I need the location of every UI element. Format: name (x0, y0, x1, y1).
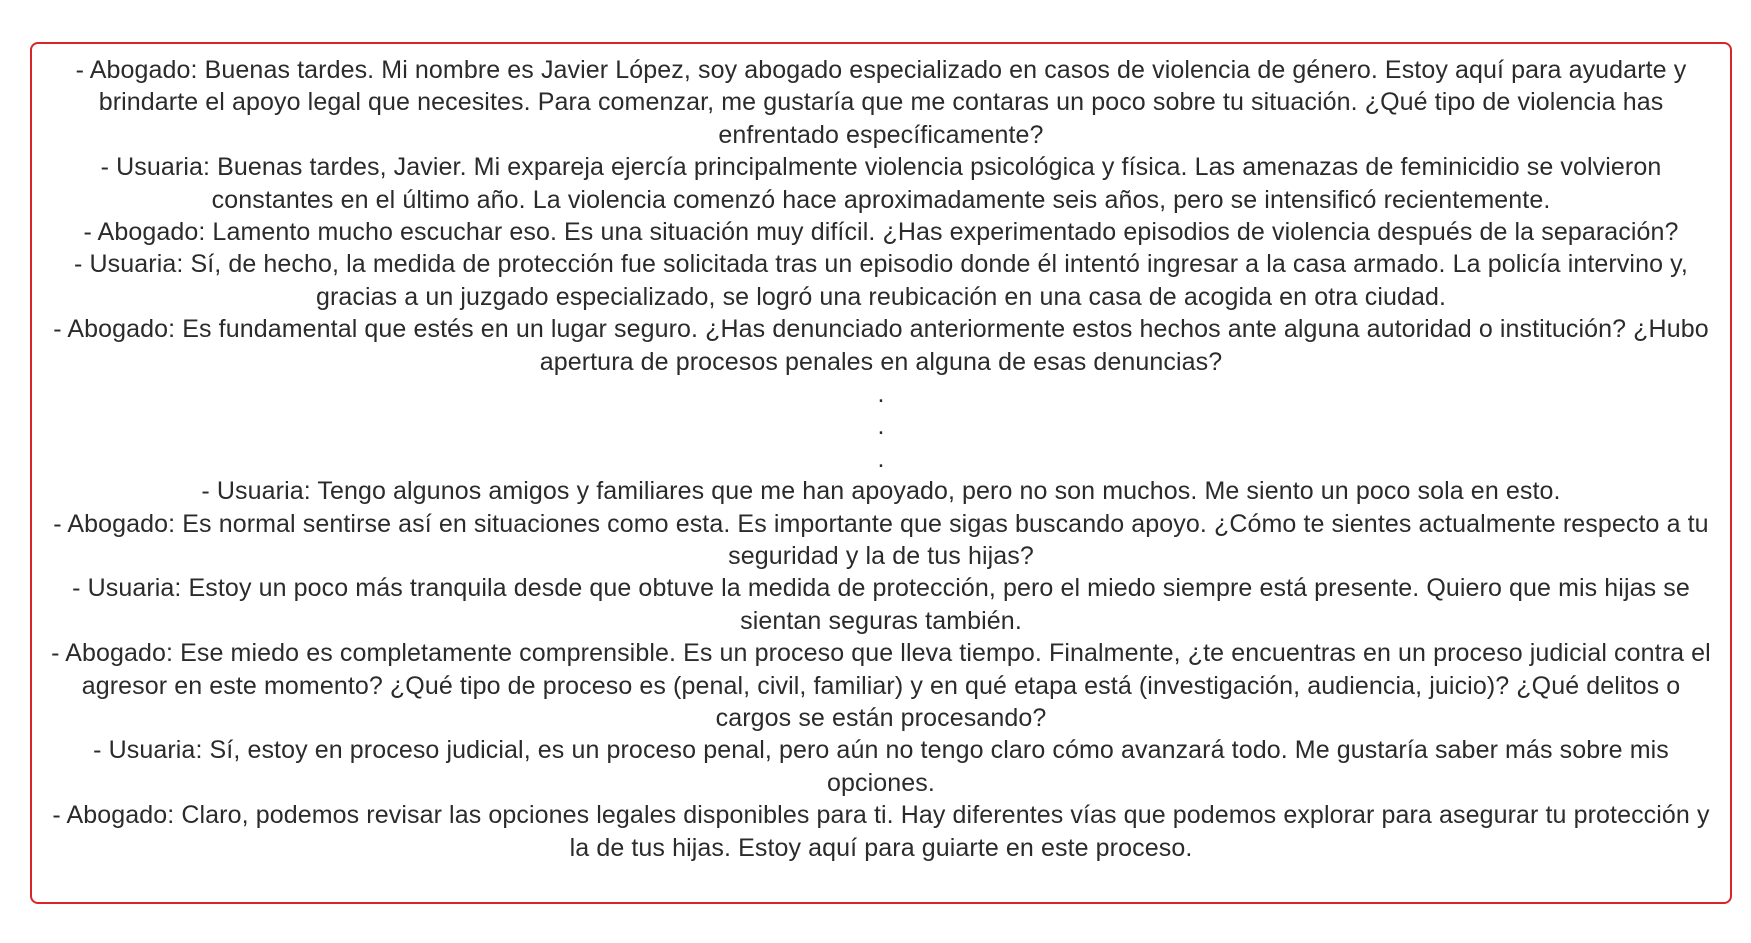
ellipsis-dot: . (877, 412, 885, 441)
message-usuaria: - Usuaria: Sí, estoy en proceso judicial, es un proceso penal, pero aún no tengo claro cómo avanzará todo. Me gustaría saber más sobre mis opciones. (93, 736, 1669, 797)
ellipsis-dot: . (877, 444, 885, 473)
message-abogado: - Abogado: Buenas tardes. Mi nombre es Javier López, soy abogado especializado en casos de violencia de género. Estoy aquí para ayudarte y brindarte el apoyo legal que necesites. Para comenzar, me gustaría que me contaras un poco sobre tu situación. ¿Qué tipo de violencia has enfrentado específicamente? (75, 56, 1687, 149)
message-usuaria: - Usuaria: Estoy un poco más tranquila desde que obtuve la medida de protección, pero el miedo siempre está presente. Quiero que mis hijas se sientan seguras también. (72, 574, 1690, 635)
conversation-transcript (30, 42, 1732, 904)
message-usuaria: - Usuaria: Buenas tardes, Javier. Mi expareja ejercía principalmente violencia psicológica y física. Las amenazas de feminicidio se volvieron constantes en el último año. La violencia comenzó hace aproximadamente seis años, pero se intensificó recientemente. (100, 153, 1662, 214)
message-abogado: - Abogado: Ese miedo es completamente comprensible. Es un proceso que lleva tiempo. Finalmente, ¿te encuentras en un proceso judicial contra el agresor en este momento? ¿Qué tipo de proceso es (penal, civil, familiar) y en qué etapa está (investigación, audiencia, juicio)? ¿Qué delitos o cargos se están procesando? (51, 639, 1711, 733)
message-abogado: - Abogado: Es normal sentirse así en situaciones como esta. Es importante que sigas buscando apoyo. ¿Cómo te sientes actualmente respecto a tu seguridad y la de tus hijas? (53, 509, 1709, 571)
message-usuaria: - Usuaria: Tengo algunos amigos y familiares que me han apoyado, pero no son muchos. Me siento un poco sola en esto. (201, 477, 1561, 506)
message-usuaria: - Usuaria: Sí, de hecho, la medida de protección fue solicitada tras un episodio donde él intentó ingresar a la casa armado. La policía intervino y, gracias a un juzgado especializado, se logró una reubicación en una casa de acogida en otra ciudad. (74, 250, 1688, 311)
message-abogado: - Abogado: Es fundamental que estés en un lugar seguro. ¿Has denunciado anteriormente estos hechos ante alguna autoridad o institución? ¿Hubo apertura de procesos penales en alguna de esas denuncias? (53, 315, 1709, 376)
message-abogado: - Abogado: Claro, podemos revisar las opciones legales disponibles para ti. Hay diferentes vías que podemos explorar para asegurar tu protección y la de tus hijas. Estoy aquí para guiarte en este proceso. (52, 801, 1710, 862)
message-abogado: - Abogado: Lamento mucho escuchar eso. Es una situación muy difícil. ¿Has experimentado episodios de violencia después de la separación? (83, 218, 1679, 247)
ellipsis-dot: . (877, 380, 885, 409)
